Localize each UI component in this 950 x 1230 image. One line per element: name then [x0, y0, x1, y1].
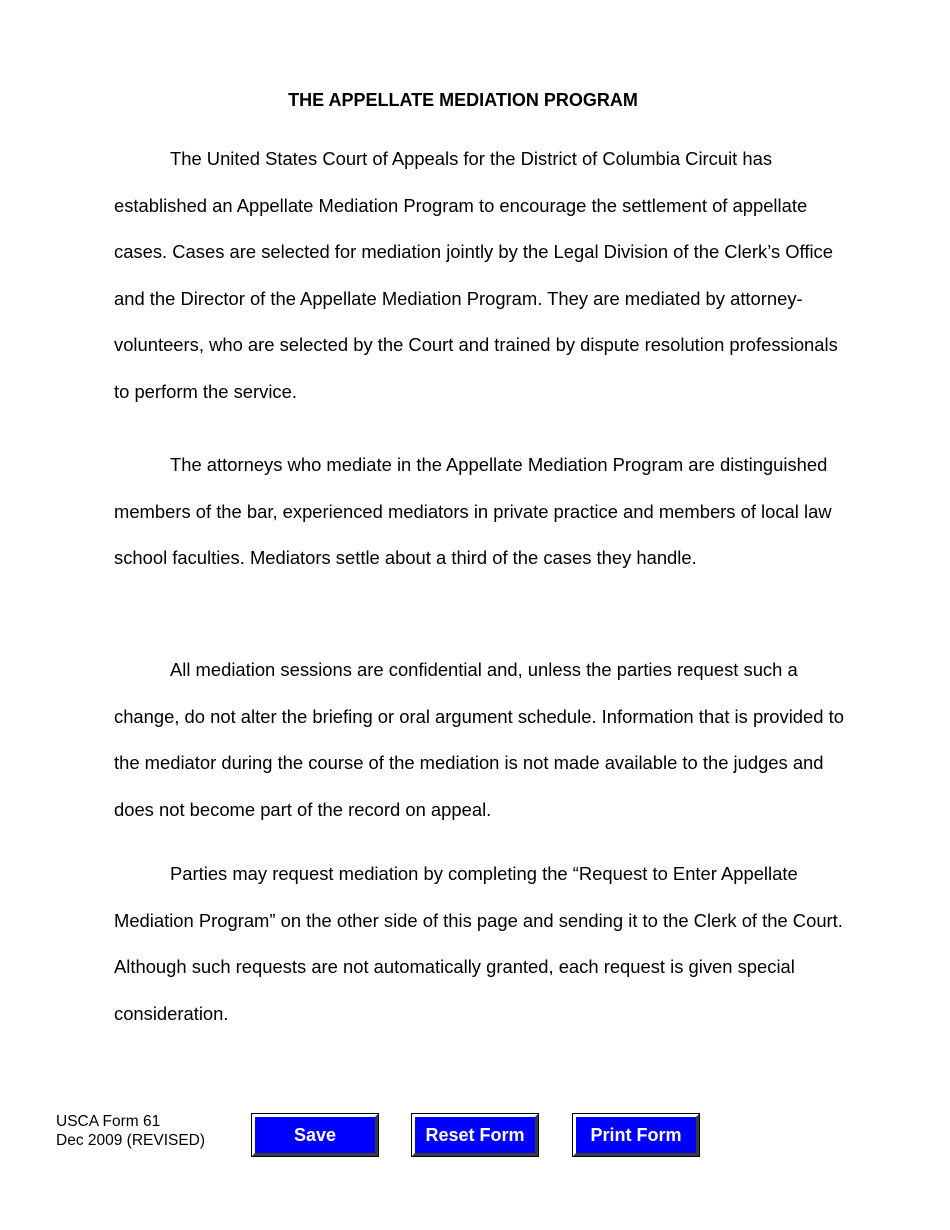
paragraph-confidentiality: All mediation sessions are confidential and, unless the parties request such a change, do not alter the briefing or oral argument schedule. Information that is provided to the mediator during the course of the mediation is not made available to the judges and does not become part of the record on appeal.: [114, 659, 844, 820]
form-number: USCA Form 61: [56, 1113, 161, 1130]
paragraph-mediators: The attorneys who mediate in the Appellate Mediation Program are distinguished members of the bar, experienced mediators in private practice and members of local law school faculties. Mediators settle about a third of the cases they handle.: [114, 454, 832, 568]
paragraph-program-overview: The United States Court of Appeals for the District of Columbia Circuit has established an Appellate Mediation Program to encourage the settlement of appellate cases. Cases are selected for mediation jointly by the Legal Division of the Clerk’s Office and the Director of the Appellate Mediation Program. They are mediated by attorney-volunteers, who are selected by the Court and trained by dispute resolution professionals to perform the service.: [114, 148, 838, 402]
reset-form-button[interactable]: Reset Form: [412, 1114, 538, 1156]
form-identifier: [56, 1112, 205, 1150]
form-revision: Dec 2009 (REVISED): [56, 1132, 206, 1149]
print-form-button[interactable]: Print Form: [573, 1114, 699, 1156]
paragraph-request-mediation: Parties may request mediation by completing the “Request to Enter Appellate Mediation Program” on the other side of this page and sending it to the Clerk of the Court. Although such requests are not automatically granted, each request is given special consideration.: [114, 863, 843, 1024]
save-button[interactable]: Save: [252, 1114, 378, 1156]
document-title: THE APPELLATE MEDIATION PROGRAM: [288, 90, 638, 110]
